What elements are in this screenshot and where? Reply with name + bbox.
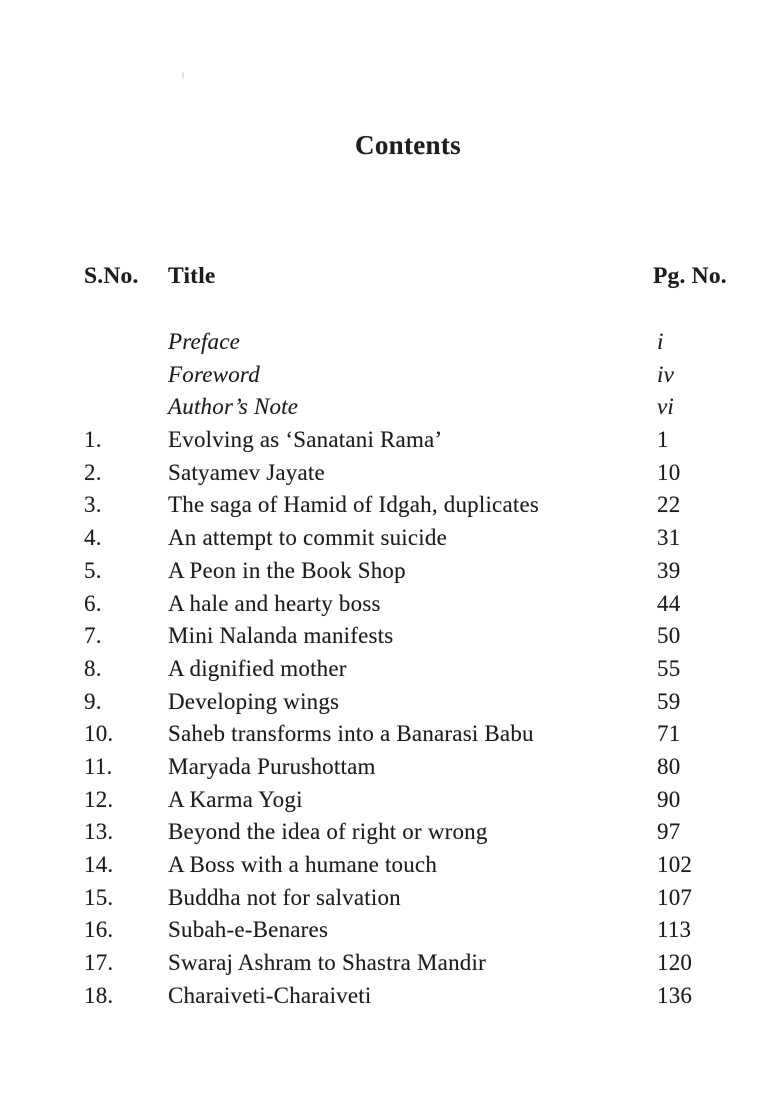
toc-entry-page: 44 xyxy=(657,590,681,616)
toc-entry-title: A Karma Yogi xyxy=(168,786,303,812)
toc-entry-page: 31 xyxy=(657,525,681,551)
toc-entry-number: 7. xyxy=(84,623,102,649)
toc-entry-page: 113 xyxy=(657,917,692,943)
toc-entry-title: A Peon in the Book Shop xyxy=(168,557,406,583)
toc-entry-number: 10. xyxy=(84,721,114,747)
toc-entry-title: Author’s Note xyxy=(168,394,299,420)
toc-entry-title: Beyond the idea of right or wrong xyxy=(168,819,488,845)
toc-entry-page: 80 xyxy=(657,753,681,779)
toc-entry-number: 6. xyxy=(84,590,102,616)
toc-entry-page: 59 xyxy=(657,688,681,714)
toc-entry-title: The saga of Hamid of Idgah, duplicates xyxy=(168,492,540,518)
toc-entry-title: Swaraj Ashram to Shastra Mandir xyxy=(168,950,486,976)
toc-entry-title: Charaiveti-Charaiveti xyxy=(168,982,372,1008)
toc-entry-number: 3. xyxy=(84,492,102,518)
toc-entry-number: 8. xyxy=(84,655,102,681)
toc-entry-title: A dignified mother xyxy=(168,655,347,681)
toc-entry-page: 50 xyxy=(657,623,681,649)
toc-table xyxy=(84,260,750,1012)
toc-row xyxy=(84,359,750,392)
toc-entry-page: iv xyxy=(657,361,674,387)
toc-entry-title: Saheb transforms into a Banarasi Babu xyxy=(168,721,534,747)
toc-entry-page: 107 xyxy=(657,884,693,910)
toc-entry-page: i xyxy=(657,329,664,354)
toc-row xyxy=(84,489,750,522)
toc-row xyxy=(84,784,750,817)
toc-entry-number: 18. xyxy=(84,982,114,1008)
toc-entry-title: A Boss with a humane touch xyxy=(168,852,438,877)
toc-entry-title: Developing wings xyxy=(168,688,340,714)
header-serial-number: S.No. xyxy=(84,263,139,289)
toc-entry-number xyxy=(84,359,168,392)
toc-row xyxy=(84,686,750,719)
toc-row xyxy=(84,391,750,424)
chapter-list xyxy=(84,424,750,1012)
toc-entry-page: 136 xyxy=(657,982,693,1008)
front-matter-list xyxy=(84,326,750,424)
toc-row xyxy=(84,947,750,980)
toc-entry-number xyxy=(84,326,168,359)
toc-entry-page: 1 xyxy=(657,427,669,453)
toc-entry-title: Mini Nalanda manifests xyxy=(168,623,394,649)
toc-entry-title: A hale and hearty boss xyxy=(168,590,381,616)
toc-entry-number: 15. xyxy=(84,884,114,910)
toc-row xyxy=(84,555,750,588)
toc-row xyxy=(84,326,750,359)
toc-row xyxy=(84,653,750,686)
toc-entry-number: 4. xyxy=(84,525,102,551)
toc-row xyxy=(84,522,750,555)
scan-artifact xyxy=(182,72,184,79)
toc-entry-number: 5. xyxy=(84,557,102,583)
toc-row xyxy=(84,849,750,882)
toc-entry-page: 97 xyxy=(657,819,681,845)
toc-entry-page: 71 xyxy=(657,721,681,747)
toc-entry-title: Evolving as ‘Sanatani Rama’ xyxy=(168,427,443,453)
toc-entry-title: Subah-e-Benares xyxy=(168,917,329,943)
toc-entry-number: 2. xyxy=(84,459,102,485)
header-page-number: Pg. No. xyxy=(653,263,727,289)
toc-entry-title: An attempt to commit suicide xyxy=(168,525,447,551)
toc-entry-number: 1. xyxy=(84,427,102,453)
toc-row xyxy=(84,718,750,751)
toc-row xyxy=(84,620,750,653)
toc-row xyxy=(84,588,750,621)
toc-row xyxy=(84,914,750,947)
toc-row xyxy=(84,980,750,1013)
toc-row xyxy=(84,457,750,490)
toc-entry-page: 55 xyxy=(657,655,681,681)
toc-entry-number: 16. xyxy=(84,917,114,943)
toc-entry-title: Maryada Purushottam xyxy=(168,753,376,779)
toc-entry-number xyxy=(84,391,168,424)
toc-entry-number: 12. xyxy=(84,786,114,812)
toc-entry-number: 17. xyxy=(84,950,114,976)
toc-row xyxy=(84,816,750,849)
toc-entry-page: 39 xyxy=(657,557,681,583)
toc-entry-page: 10 xyxy=(657,459,681,485)
toc-entry-number: 11. xyxy=(84,753,113,779)
toc-entry-page: 120 xyxy=(657,950,693,976)
toc-entry-title: Satyamev Jayate xyxy=(168,459,325,485)
toc-entry-number: 14. xyxy=(84,852,114,877)
toc-header-row xyxy=(84,260,750,293)
toc-entry-title: Buddha not for salvation xyxy=(168,884,401,910)
toc-row xyxy=(84,751,750,784)
toc-entry-page: 22 xyxy=(657,492,681,518)
toc-entry-number: 9. xyxy=(84,688,102,714)
toc-entry-title: Foreword xyxy=(168,361,260,387)
toc-row xyxy=(84,424,750,457)
toc-row xyxy=(84,882,750,915)
toc-entry-page: 102 xyxy=(657,852,693,877)
header-title: Title xyxy=(168,263,216,289)
page-title: Contents xyxy=(355,130,461,160)
toc-entry-page: 90 xyxy=(657,786,681,812)
toc-entry-page: vi xyxy=(657,394,674,420)
toc-entry-number: 13. xyxy=(84,819,114,845)
toc-entry-title: Preface xyxy=(168,329,241,354)
